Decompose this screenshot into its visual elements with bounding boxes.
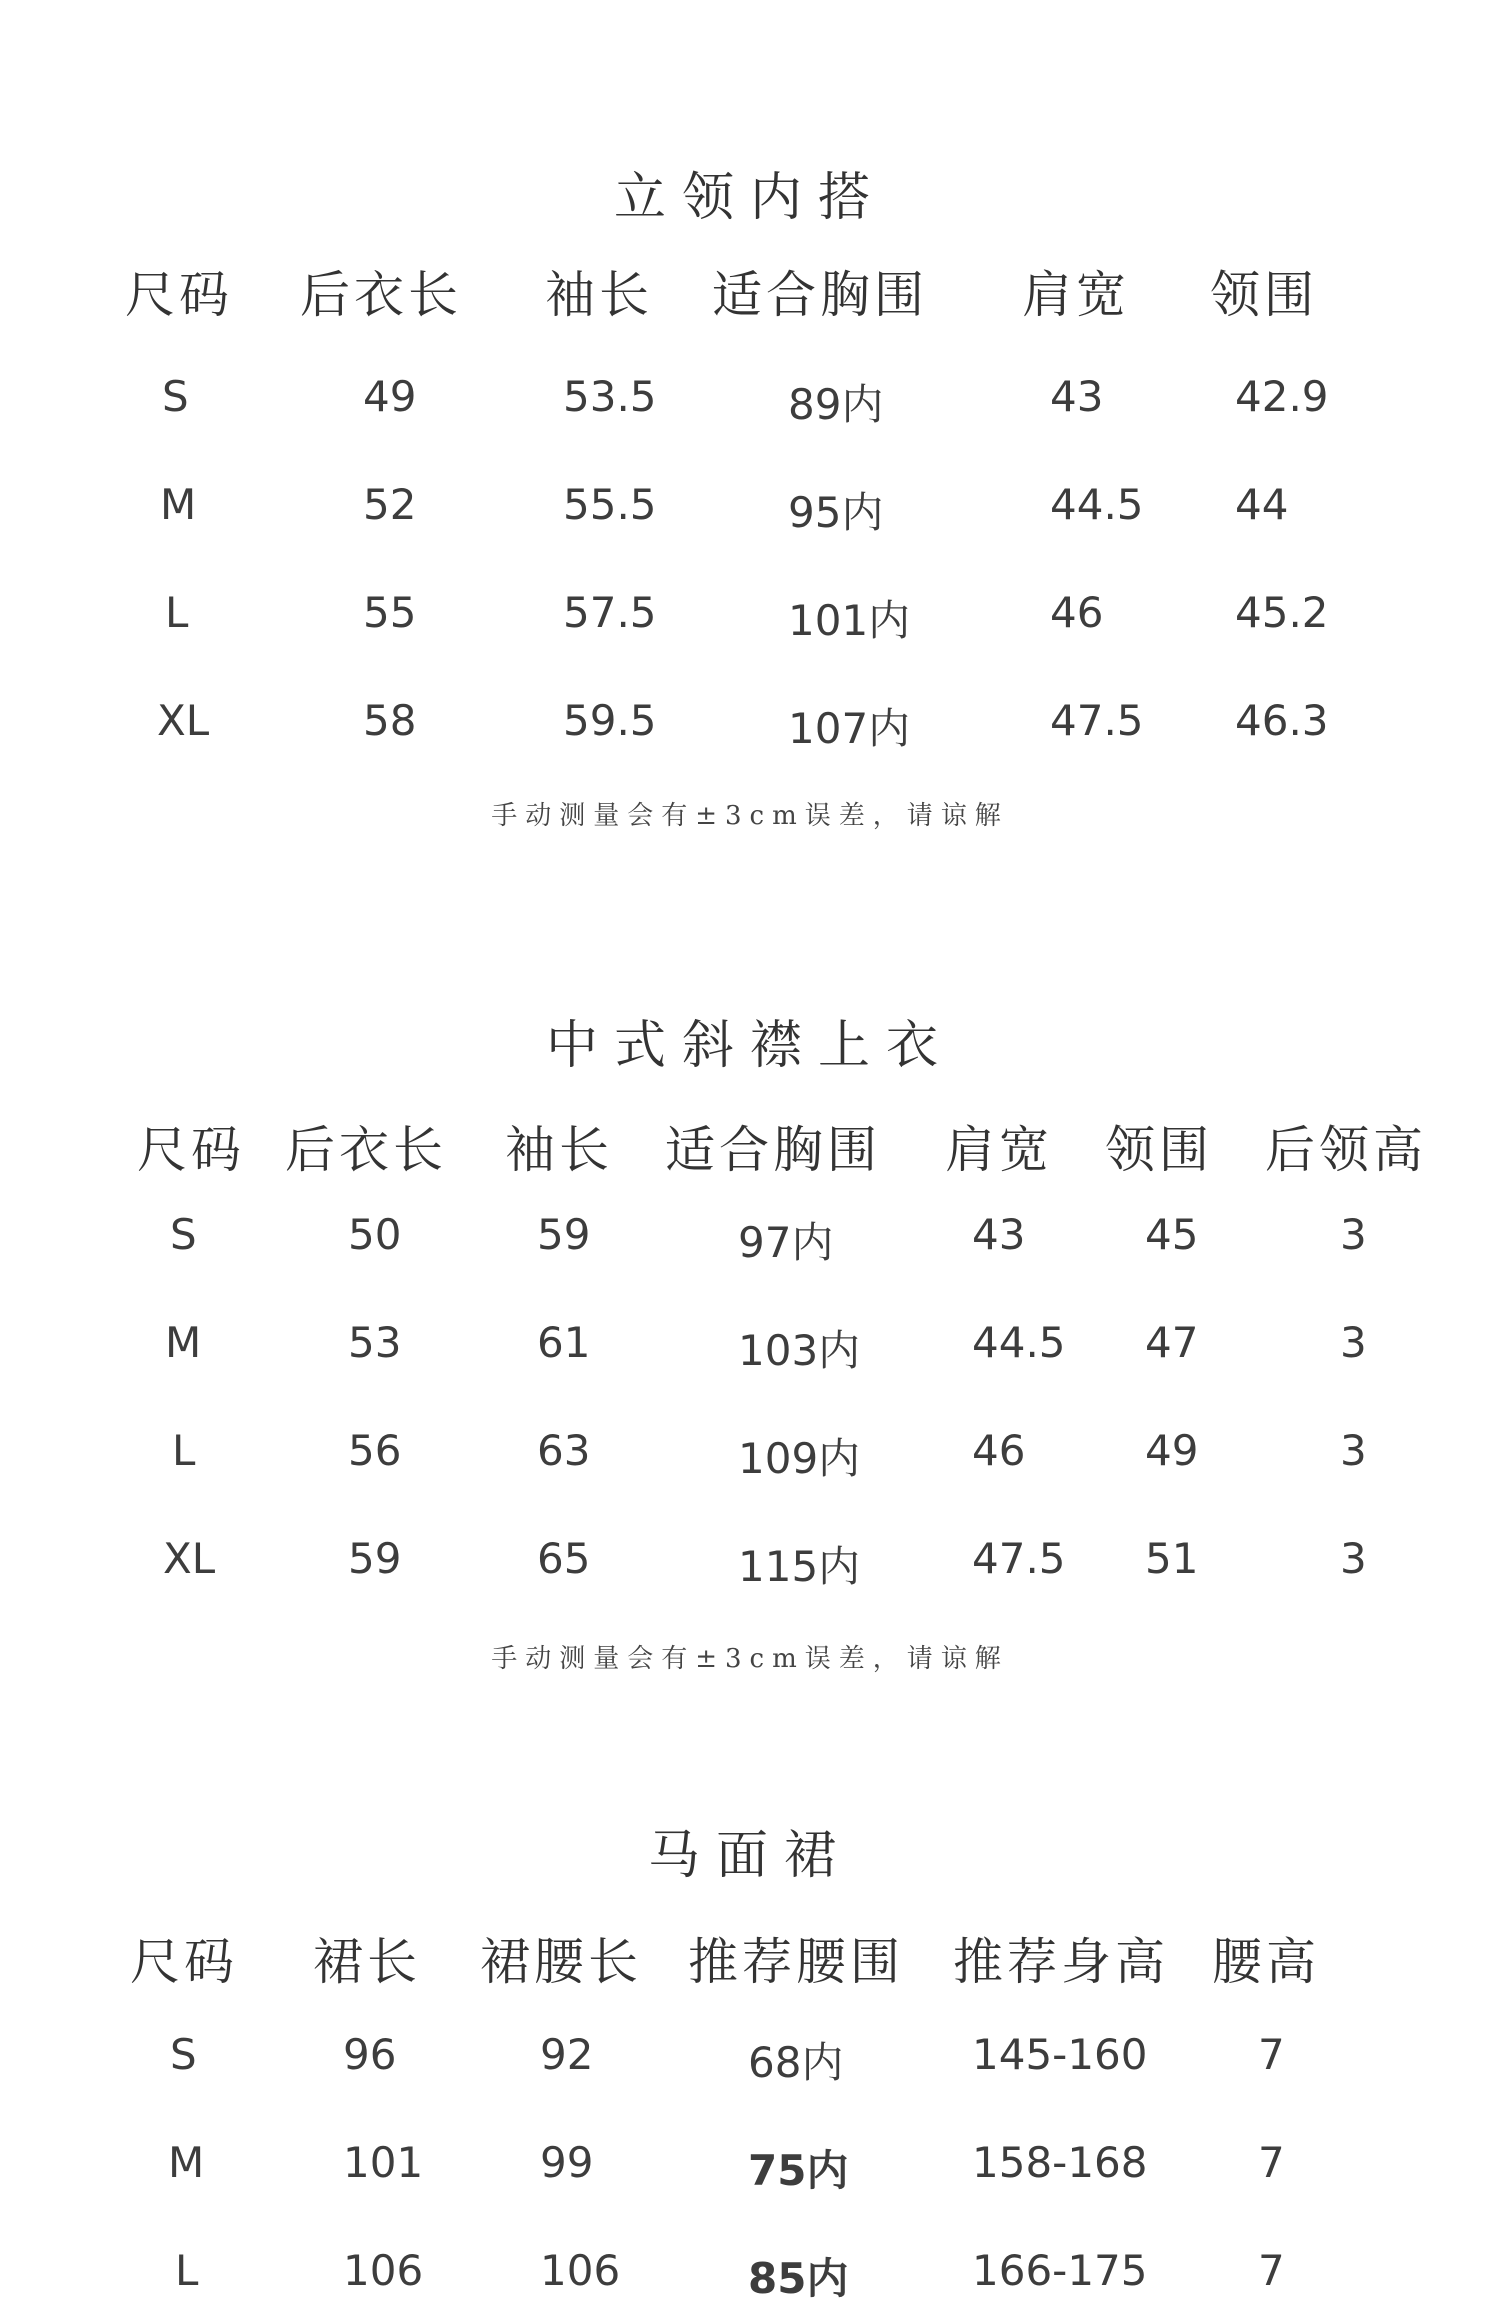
table-cell: 106 bbox=[343, 2246, 424, 2295]
header-shoulder: 肩宽 bbox=[945, 1121, 1053, 1179]
table-cell: S bbox=[170, 1210, 197, 1259]
table-cell: 46 bbox=[972, 1426, 1026, 1475]
header-size: 尺码 bbox=[125, 266, 233, 324]
header-recommended-height: 推荐身高 bbox=[953, 1933, 1169, 1991]
header-waist-height: 腰高 bbox=[1212, 1933, 1320, 1991]
table-cell: 46 bbox=[1050, 588, 1104, 637]
header-back-collar-height: 后领高 bbox=[1265, 1121, 1427, 1179]
header-skirt-length: 裙长 bbox=[313, 1933, 421, 1991]
table-cell: 3 bbox=[1340, 1534, 1367, 1583]
table-cell: 44.5 bbox=[972, 1318, 1066, 1367]
table-cell: 101 bbox=[343, 2138, 424, 2187]
table-cell: 95内 bbox=[788, 488, 884, 537]
table-cell: XL bbox=[157, 696, 210, 745]
table-cell: 51 bbox=[1145, 1534, 1199, 1583]
table-cell: 7 bbox=[1258, 2030, 1285, 2079]
header-collar: 领围 bbox=[1105, 1121, 1213, 1179]
table-cell: 49 bbox=[1145, 1426, 1199, 1475]
header-size: 尺码 bbox=[137, 1121, 245, 1179]
table-cell: 55.5 bbox=[563, 480, 657, 529]
table-cell: 109内 bbox=[738, 1434, 861, 1483]
table-cell: 7 bbox=[1258, 2246, 1285, 2295]
header-recommended-waist: 推荐腰围 bbox=[688, 1933, 904, 1991]
table-cell: 61 bbox=[537, 1318, 591, 1367]
table-cell: M bbox=[165, 1318, 202, 1367]
header-sleeve-length: 袖长 bbox=[545, 266, 653, 324]
table-cell: 89内 bbox=[788, 380, 884, 429]
table-cell: 47 bbox=[1145, 1318, 1199, 1367]
section-title-chinese-top: 中式斜襟上衣 bbox=[545, 1016, 954, 1076]
table-cell: 45.2 bbox=[1235, 588, 1329, 637]
table-cell: 115内 bbox=[738, 1542, 861, 1591]
table-cell: 47.5 bbox=[972, 1534, 1066, 1583]
table-cell: 44 bbox=[1235, 480, 1289, 529]
table-cell: 44.5 bbox=[1050, 480, 1144, 529]
table-cell: 107内 bbox=[788, 704, 911, 753]
header-size: 尺码 bbox=[130, 1933, 238, 1991]
table-cell: 3 bbox=[1340, 1210, 1367, 1259]
table-cell: 96 bbox=[343, 2030, 397, 2079]
table-cell: XL bbox=[163, 1534, 216, 1583]
table-cell: L bbox=[172, 1426, 196, 1475]
table-cell: 43 bbox=[1050, 372, 1104, 421]
table-cell: 106 bbox=[540, 2246, 621, 2295]
table-cell: 75内 bbox=[748, 2146, 849, 2195]
header-skirt-waist-length: 裙腰长 bbox=[480, 1933, 642, 1991]
header-chest: 适合胸围 bbox=[712, 266, 928, 324]
table-cell: 53 bbox=[348, 1318, 402, 1367]
table-cell: 99 bbox=[540, 2138, 594, 2187]
measurement-note: 手动测量会有±3cm误差，请谅解 bbox=[491, 1644, 1009, 1674]
table-cell: 85内 bbox=[748, 2254, 849, 2303]
table-cell: 158-168 bbox=[972, 2138, 1148, 2187]
header-chest: 适合胸围 bbox=[665, 1121, 881, 1179]
table-cell: 55 bbox=[363, 588, 417, 637]
table-cell: 47.5 bbox=[1050, 696, 1144, 745]
table-cell: 46.3 bbox=[1235, 696, 1329, 745]
table-cell: 7 bbox=[1258, 2138, 1285, 2187]
table-cell: 56 bbox=[348, 1426, 402, 1475]
table-cell: 3 bbox=[1340, 1318, 1367, 1367]
table-cell: 58 bbox=[363, 696, 417, 745]
header-sleeve-length: 袖长 bbox=[505, 1121, 613, 1179]
header-shoulder: 肩宽 bbox=[1022, 266, 1130, 324]
table-cell: 103内 bbox=[738, 1326, 861, 1375]
table-cell: 50 bbox=[348, 1210, 402, 1259]
table-cell: 59 bbox=[537, 1210, 591, 1259]
table-cell: 145-160 bbox=[972, 2030, 1148, 2079]
header-back-length: 后衣长 bbox=[300, 266, 462, 324]
table-cell: L bbox=[165, 588, 189, 637]
table-cell: 68内 bbox=[748, 2038, 844, 2087]
table-cell: M bbox=[160, 480, 197, 529]
table-cell: 92 bbox=[540, 2030, 594, 2079]
table-cell: 53.5 bbox=[563, 372, 657, 421]
table-cell: 59 bbox=[348, 1534, 402, 1583]
table-cell: 42.9 bbox=[1235, 372, 1329, 421]
table-cell: 101内 bbox=[788, 596, 911, 645]
table-cell: 49 bbox=[363, 372, 417, 421]
header-collar: 领围 bbox=[1210, 266, 1318, 324]
header-back-length: 后衣长 bbox=[285, 1121, 447, 1179]
section-title-horse-face-skirt: 马面裙 bbox=[647, 1826, 852, 1886]
table-cell: 63 bbox=[537, 1426, 591, 1475]
table-cell: M bbox=[168, 2138, 205, 2187]
table-cell: 57.5 bbox=[563, 588, 657, 637]
table-cell: 45 bbox=[1145, 1210, 1199, 1259]
table-cell: S bbox=[162, 372, 189, 421]
table-cell: 65 bbox=[537, 1534, 591, 1583]
table-cell: 59.5 bbox=[563, 696, 657, 745]
table-cell: 43 bbox=[972, 1210, 1026, 1259]
measurement-note: 手动测量会有±3cm误差，请谅解 bbox=[491, 801, 1009, 831]
table-cell: 97内 bbox=[738, 1218, 834, 1267]
table-cell: 166-175 bbox=[972, 2246, 1148, 2295]
section-title-stand-collar: 立领内搭 bbox=[613, 168, 886, 228]
table-cell: 3 bbox=[1340, 1426, 1367, 1475]
table-cell: L bbox=[175, 2246, 199, 2295]
table-cell: 52 bbox=[363, 480, 417, 529]
table-cell: S bbox=[170, 2030, 197, 2079]
